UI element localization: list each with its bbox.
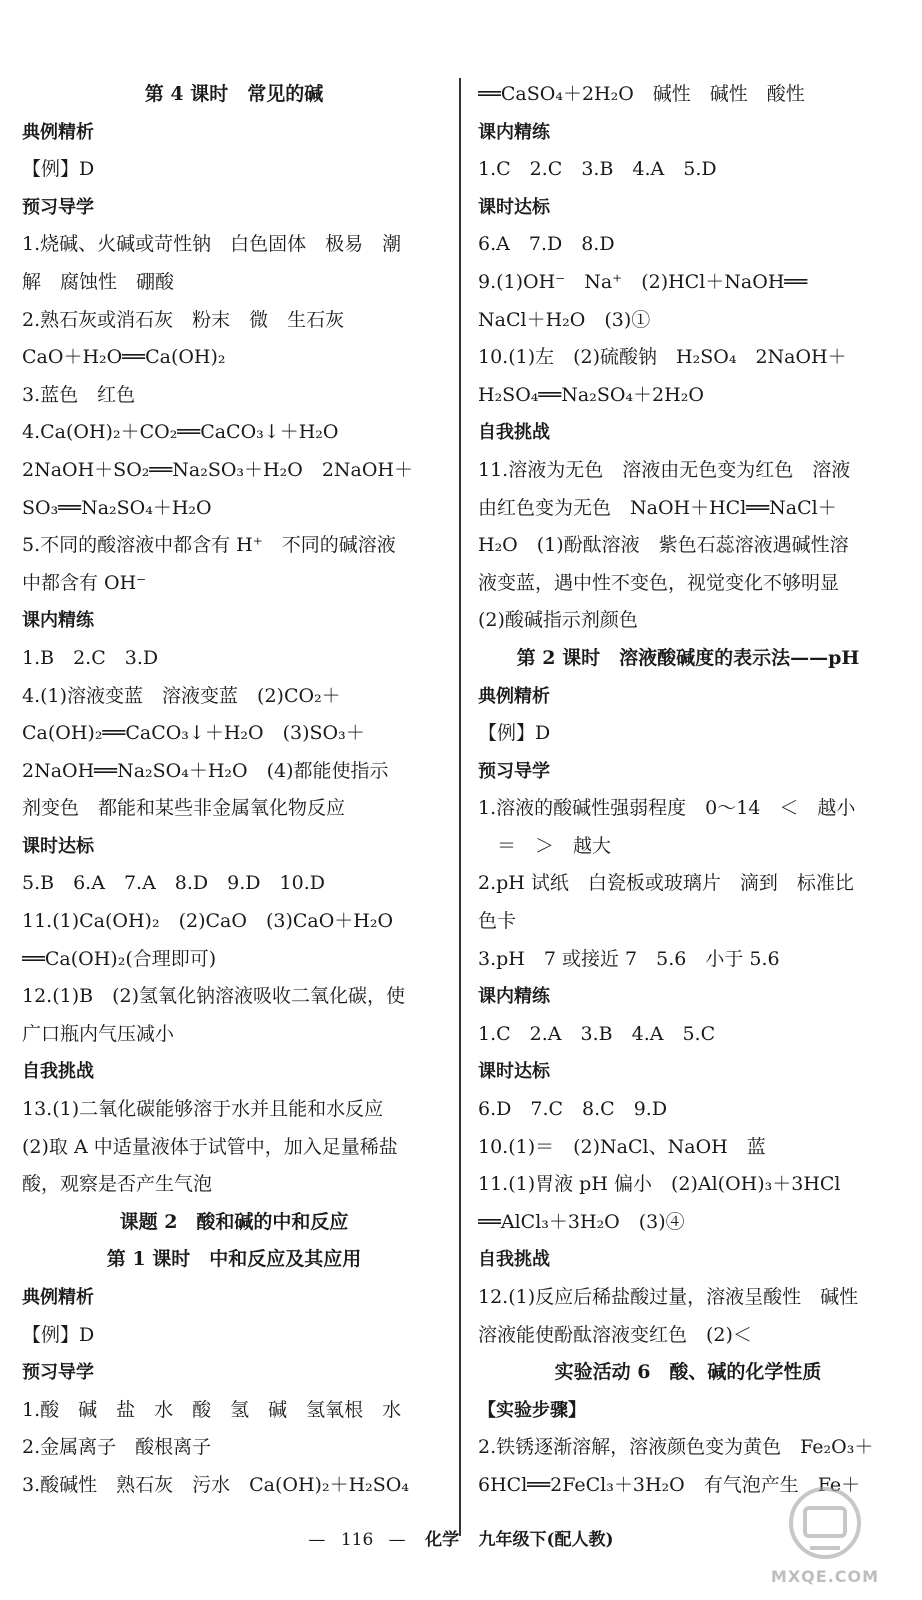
left-text-line: 酸，观察是否产生气泡 bbox=[22, 1173, 213, 1196]
subject-label: 化学 bbox=[425, 1530, 460, 1550]
left-section-heading: 课内精练 bbox=[22, 610, 94, 632]
right-section-heading: 自我挑战 bbox=[478, 422, 550, 444]
left-text-line: 2NaOH══Na₂SO₄＋H₂O (4)都能使指示 bbox=[22, 759, 389, 782]
footer-dash-left: — bbox=[308, 1530, 326, 1550]
right-text-line: 11.溶液为无色 溶液由无色变为红色 溶液 bbox=[478, 458, 851, 481]
right-text-line: 11.(1)胃液 pH 偏小 (2)Al(OH)₃＋3HCl bbox=[478, 1173, 841, 1196]
left-section-heading: 典例精析 bbox=[22, 1287, 94, 1308]
left-title-line: 第 1 课时 中和反应及其应用 bbox=[106, 1248, 362, 1271]
right-section-heading: 【实验步骤】 bbox=[478, 1399, 586, 1421]
right-text-line: ══CaSO₄＋2H₂O 碱性 碱性 酸性 bbox=[478, 83, 805, 105]
right-text-line: 液变蓝，遇中性不变色，视觉变化不够明显 bbox=[478, 571, 840, 594]
left-text-line: 解 腐蚀性 硼酸 bbox=[22, 270, 175, 293]
page-number: 116 bbox=[340, 1530, 374, 1550]
left-section-heading: 预习导学 bbox=[22, 196, 94, 218]
left-text-line: 3.酸碱性 熟石灰 污水 Ca(OH)₂＋H₂SO₄ bbox=[22, 1473, 409, 1496]
right-text-line: 2.pH 试纸 白瓷板或玻璃片 滴到 标准比 bbox=[478, 872, 854, 895]
left-text-line: 中都含有 OH⁻ bbox=[22, 571, 147, 594]
right-title-line: 实验活动 6 酸、碱的化学性质 bbox=[554, 1361, 822, 1384]
left-text-line: 13.(1)二氧化碳能够溶于水并且能和水反应 bbox=[22, 1098, 384, 1121]
right-text-line: 2.铁锈逐渐溶解，溶液颜色变为黄色 Fe₂O₃＋ bbox=[478, 1436, 874, 1459]
footer-dash-right: — bbox=[388, 1530, 406, 1550]
right-text-line: H₂SO₄══Na₂SO₄＋2H₂O bbox=[478, 383, 704, 406]
left-text-line: 剂变色 都能和某些非金属氧化物反应 bbox=[22, 797, 346, 820]
right-section-heading: 课时达标 bbox=[478, 196, 550, 218]
right-section-heading: 课时达标 bbox=[478, 1061, 550, 1083]
right-text-line: 色卡 bbox=[478, 910, 517, 933]
left-text-line: 2.熟石灰或消石灰 粉末 微 生石灰 bbox=[22, 308, 345, 331]
right-text-line: 【例】D bbox=[478, 722, 551, 745]
right-section-heading: 课内精练 bbox=[478, 986, 550, 1008]
right-text-line: ＝ ＞ 越大 bbox=[478, 834, 612, 857]
right-text-line: 6.A 7.D 8.D bbox=[478, 233, 615, 256]
left-text-line: 11.(1)Ca(OH)₂ (2)CaO (3)CaO＋H₂O bbox=[22, 910, 394, 933]
left-text-line: 4.(1)溶液变蓝 溶液变蓝 (2)CO₂＋ bbox=[22, 684, 341, 707]
right-text-line: 9.(1)OH⁻ Na⁺ (2)HCl＋NaOH══ bbox=[478, 270, 808, 293]
right-text-line: 6HCl══2FeCl₃＋3H₂O 有气泡产生 Fe＋ bbox=[478, 1473, 861, 1496]
left-section-heading: 自我挑战 bbox=[22, 1061, 94, 1083]
left-title-line: 课题 2 酸和碱的中和反应 bbox=[119, 1210, 349, 1233]
right-text-line: 1.C 2.A 3.B 4.A 5.C bbox=[478, 1022, 716, 1045]
left-text-line: 4.Ca(OH)₂＋CO₂══CaCO₃↓＋H₂O bbox=[22, 421, 339, 444]
left-text-line: 5.B 6.A 7.A 8.D 9.D 10.D bbox=[22, 872, 325, 895]
watermark-text: MXQE.COM bbox=[770, 1567, 880, 1586]
right-text-line: 1.C 2.C 3.B 4.A 5.D bbox=[478, 158, 717, 181]
left-section-heading: 课时达标 bbox=[22, 835, 94, 857]
left-text-line: 广口瓶内气压减小 bbox=[22, 1022, 175, 1045]
right-section-heading: 预习导学 bbox=[478, 760, 550, 782]
right-text-line: 由红色变为无色 NaOH＋HCl══NaCl＋ bbox=[478, 496, 837, 519]
left-text-line: 1.烧碱、火碱或苛性钠 白色固体 极易 潮 bbox=[22, 233, 402, 256]
right-section-heading: 课内精练 bbox=[478, 121, 550, 143]
left-text-line: CaO＋H₂O══Ca(OH)₂ bbox=[22, 346, 226, 369]
right-text-line: 12.(1)反应后稀盐酸过量，溶液呈酸性 碱性 bbox=[478, 1286, 859, 1308]
left-text-line: ══Ca(OH)₂(合理即可) bbox=[22, 947, 217, 970]
left-text-line: Ca(OH)₂══CaCO₃↓＋H₂O (3)SO₃＋ bbox=[22, 722, 365, 745]
right-text-line: 10.(1)左 (2)硫酸钠 H₂SO₄ 2NaOH＋ bbox=[478, 346, 847, 369]
left-text-line: 3.蓝色 红色 bbox=[22, 383, 136, 406]
right-text-line: NaCl＋H₂O (3)① bbox=[478, 308, 651, 331]
left-text-line: 12.(1)B (2)氢氧化钠溶液吸收二氧化碳，使 bbox=[22, 985, 406, 1008]
right-column bbox=[478, 76, 898, 1505]
right-text-line: 溶液能使酚酞溶液变红色 (2)＜ bbox=[478, 1323, 752, 1346]
right-text-line: 3.pH 7 或接近 7 5.6 小于 5.6 bbox=[478, 947, 780, 970]
right-text-line: 1.溶液的酸碱性强弱程度 0～14 ＜ 越小 bbox=[478, 797, 856, 820]
right-section-heading: 典例精析 bbox=[478, 685, 550, 707]
left-text-line: 2NaOH＋SO₂══Na₂SO₃＋H₂O 2NaOH＋ bbox=[22, 458, 414, 481]
left-text-line: 5.不同的酸溶液中都含有 H⁺ 不同的碱溶液 bbox=[22, 534, 396, 557]
right-text-line: 6.D 7.C 8.C 9.D bbox=[478, 1098, 668, 1121]
left-text-line: 【例】D bbox=[22, 1323, 95, 1346]
right-title-line: 第 2 课时 溶液酸碱度的表示法——pH bbox=[516, 646, 860, 669]
right-section-heading: 自我挑战 bbox=[478, 1249, 550, 1271]
left-text-line: 1.酸 碱 盐 水 酸 氢 碱 氢氧根 水 bbox=[22, 1398, 402, 1421]
left-text-line: (2)取 A 中适量液体于试管中，加入足量稀盐 bbox=[22, 1135, 398, 1158]
left-section-heading: 典例精析 bbox=[22, 121, 94, 143]
left-column bbox=[22, 76, 446, 1505]
watermark-logo bbox=[750, 1478, 900, 1588]
right-text-line: 10.(1)＝ (2)NaCl、NaOH 蓝 bbox=[478, 1135, 766, 1158]
left-text-line: 2.金属离子 酸根离子 bbox=[22, 1436, 212, 1459]
column-divider bbox=[459, 78, 461, 1536]
left-text-line: 1.B 2.C 3.D bbox=[22, 646, 159, 669]
left-text-line: SO₃══Na₂SO₄＋H₂O bbox=[22, 496, 212, 519]
right-text-line: (2)酸碱指示剂颜色 bbox=[478, 609, 638, 632]
right-text-line: ══AlCl₃＋3H₂O (3)④ bbox=[478, 1210, 685, 1233]
left-text-line: 【例】D bbox=[22, 158, 95, 181]
left-title-line: 第 4 课时 常见的碱 bbox=[144, 83, 324, 105]
grade-label: 九年级下(配人教) bbox=[478, 1530, 614, 1550]
left-section-heading: 预习导学 bbox=[22, 1362, 94, 1384]
right-text-line: H₂O (1)酚酞溶液 紫色石蕊溶液遇碱性溶 bbox=[478, 534, 849, 557]
